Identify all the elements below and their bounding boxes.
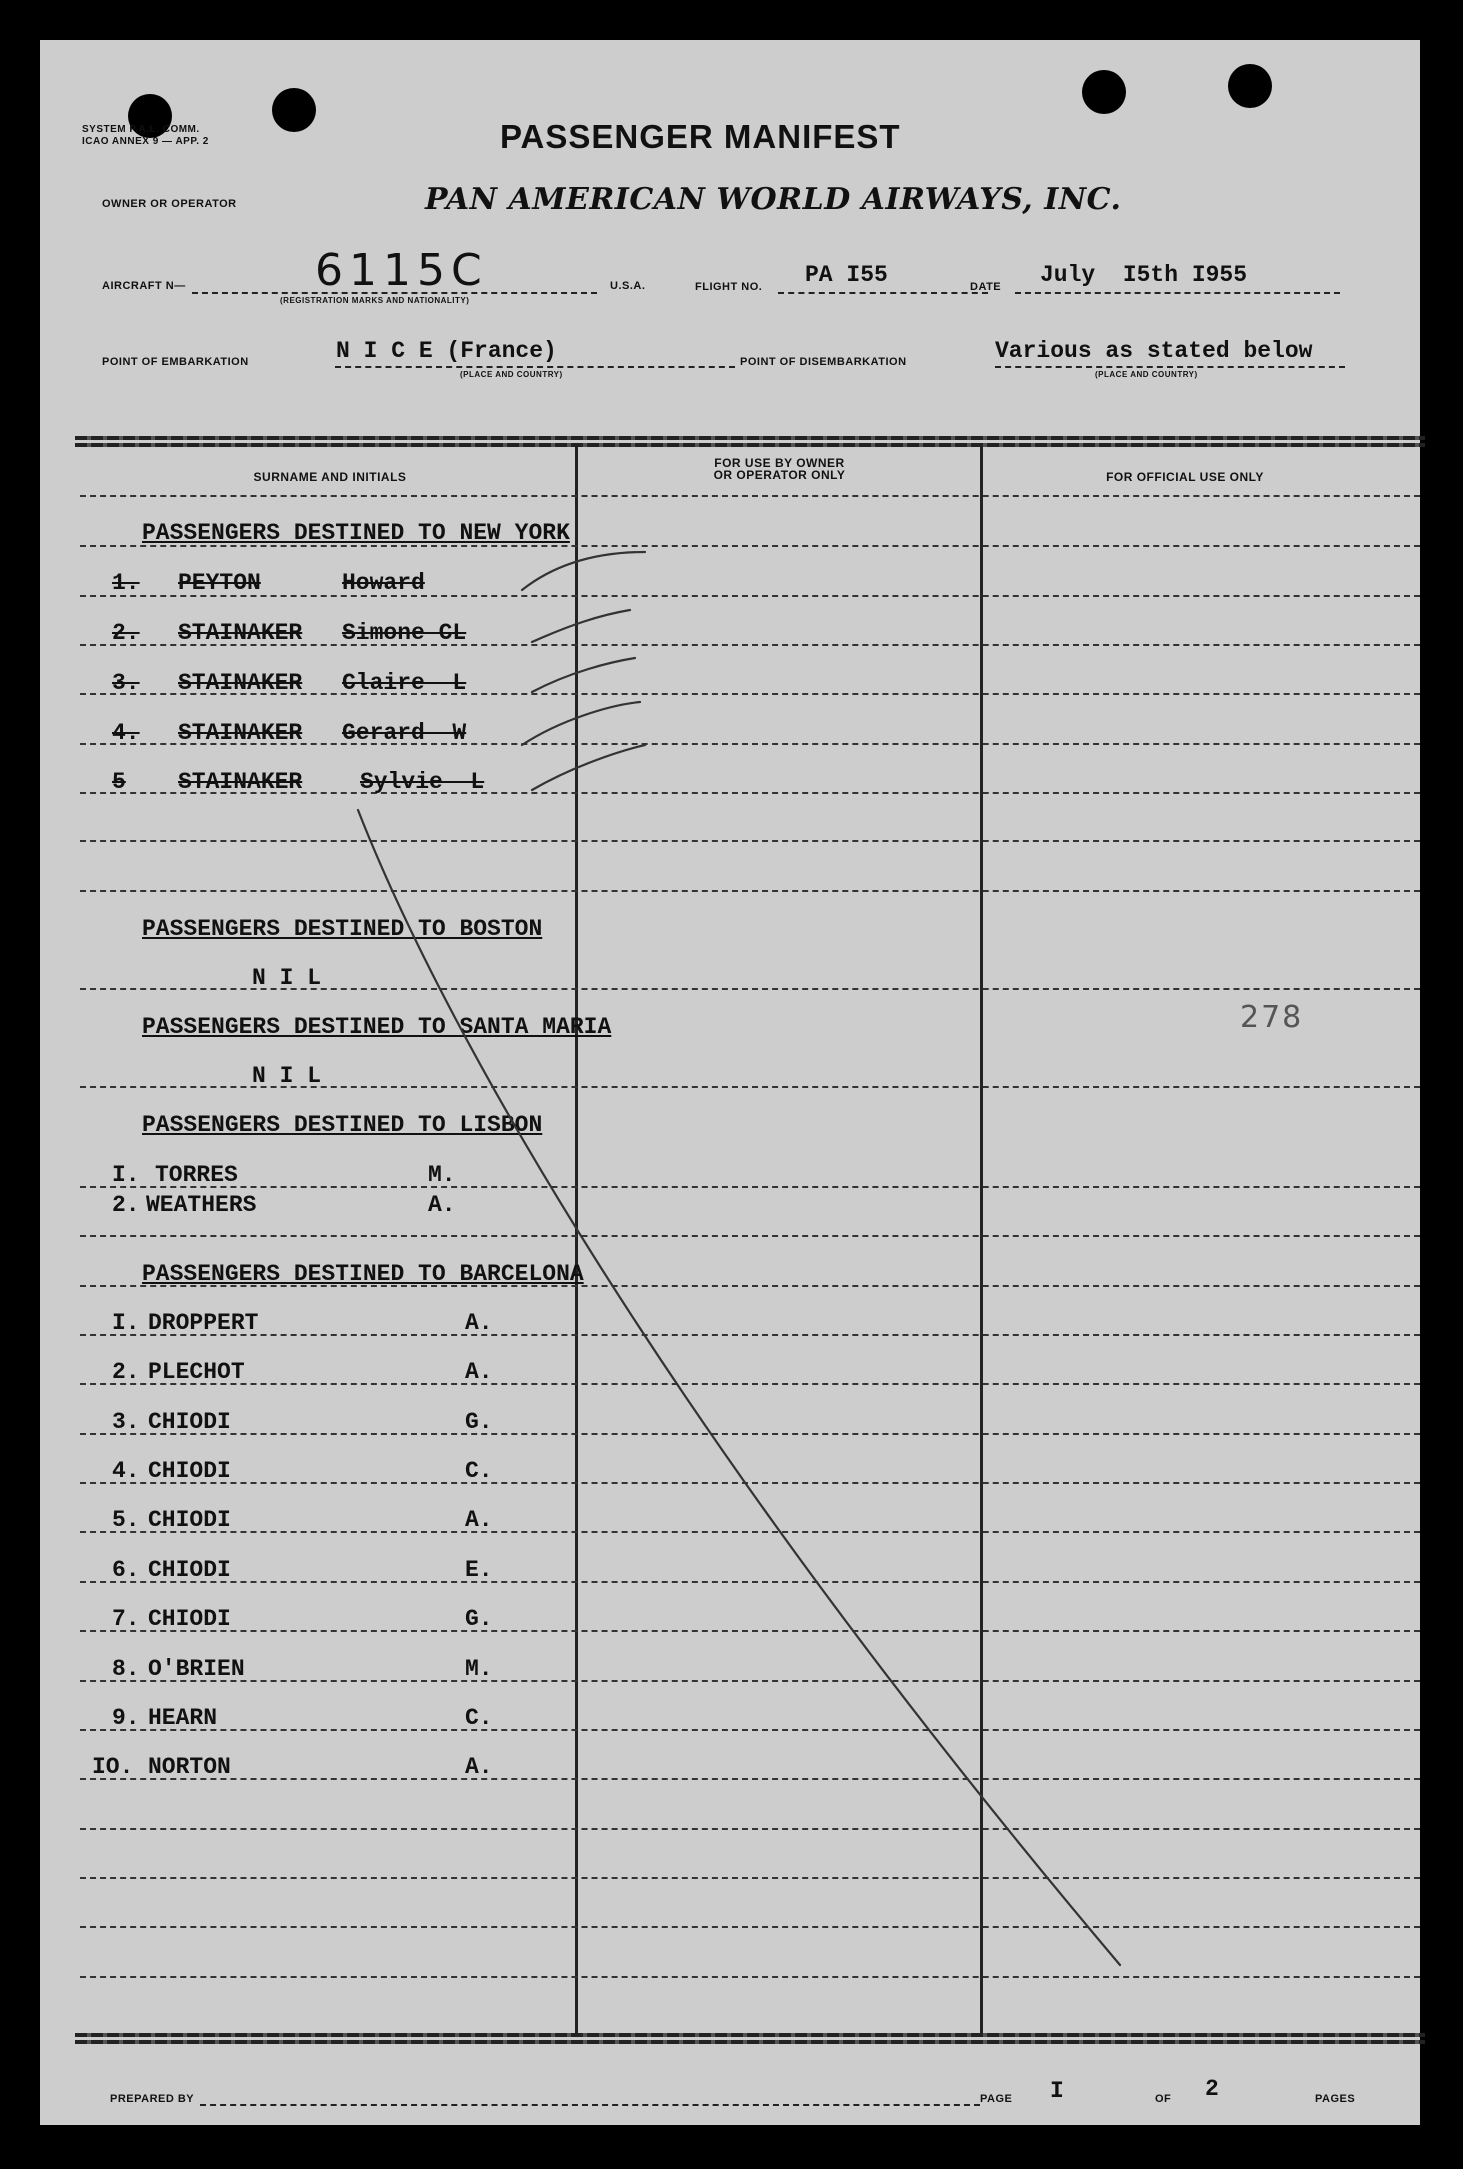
passenger-number: 2. [112, 1359, 140, 1385]
col-owner-header-2: OR OPERATOR ONLY [713, 468, 846, 482]
passenger-initials: Sylvie L [360, 769, 485, 795]
system-ref-1: SYSTEM P.A.L. COMM. [82, 124, 200, 135]
date-value: July I5th I955 [1040, 262, 1248, 288]
passenger-surname: CHIODI [148, 1507, 231, 1533]
prepared-underline [200, 2104, 980, 2106]
pen-stroke [532, 610, 630, 642]
passenger-number: 9. [112, 1705, 140, 1731]
col-owner-header-1: FOR USE BY OWNER [714, 456, 845, 470]
passenger-surname: PEYTON [178, 570, 261, 596]
passenger-initials: Howard [342, 570, 425, 596]
page-label: PAGE [980, 2093, 1013, 2105]
passenger-initials: M. [428, 1162, 456, 1188]
passenger-surname: TORRES [155, 1162, 238, 1188]
nil-text: N I L [252, 1063, 322, 1089]
passenger-number: 4. [112, 1458, 140, 1484]
passenger-surname: STAINAKER [178, 720, 303, 746]
flight-label: FLIGHT NO. [695, 281, 763, 293]
passenger-surname: CHIODI [148, 1606, 231, 1632]
flight-value: PA I55 [805, 262, 888, 288]
passenger-surname: STAINAKER [178, 769, 303, 795]
manifest-sheet [40, 40, 1420, 2125]
section-header-boston: PASSENGERS DESTINED TO BOSTON [142, 916, 543, 942]
passenger-surname: STAINAKER [178, 670, 303, 696]
date-label: DATE [970, 281, 1002, 293]
aircraft-sub: (REGISTRATION MARKS AND NATIONALITY) [280, 296, 470, 305]
passenger-surname: NORTON [148, 1754, 231, 1780]
pen-stroke [522, 702, 640, 745]
official-note: 278 [1240, 1000, 1304, 1035]
passenger-number: 1. [112, 570, 140, 596]
pen-stroke [358, 810, 1120, 1965]
section-header-santa-maria: PASSENGERS DESTINED TO SANTA MARIA [142, 1014, 612, 1040]
passenger-surname: O'BRIEN [148, 1656, 245, 1682]
pen-stroke [532, 658, 635, 692]
passenger-surname: HEARN [148, 1705, 218, 1731]
col-surname-header: SURNAME AND INITIALS [253, 470, 407, 484]
embark-sub: (PLACE AND COUNTRY) [460, 370, 563, 379]
passenger-initials: M. [465, 1656, 493, 1682]
passenger-initials: Simone CL [342, 620, 467, 646]
passenger-number: 6. [112, 1557, 140, 1583]
passenger-surname: PLECHOT [148, 1359, 245, 1385]
section-header-lisbon: PASSENGERS DESTINED TO LISBON [142, 1112, 543, 1138]
passenger-initials: G. [465, 1409, 493, 1435]
embark-value: N I C E (France) [336, 338, 557, 364]
of-value: 2 [1205, 2076, 1219, 2102]
passenger-initials: Claire L [342, 670, 467, 696]
passenger-number: 2. [112, 620, 140, 646]
section-header-new-york: PASSENGERS DESTINED TO NEW YORK [142, 520, 570, 546]
passenger-surname: STAINAKER [178, 620, 303, 646]
passenger-number: 5 [112, 769, 126, 795]
passenger-number: 7. [112, 1606, 140, 1632]
aircraft-value: 6115C [315, 245, 488, 296]
passenger-initials: Gerard W [342, 720, 467, 746]
passenger-initials: A. [465, 1310, 493, 1336]
prepared-label: PREPARED BY [110, 2093, 195, 2105]
pen-stroke [532, 745, 645, 790]
of-label: OF [1155, 2093, 1172, 2105]
passenger-number: IO. [92, 1754, 134, 1780]
col-official-header: FOR OFFICIAL USE ONLY [1106, 470, 1264, 484]
passenger-initials: G. [465, 1606, 493, 1632]
passenger-surname: CHIODI [148, 1409, 231, 1435]
passenger-surname: CHIODI [148, 1557, 231, 1583]
passenger-number: 8. [112, 1656, 140, 1682]
pen-stroke [522, 552, 645, 590]
passenger-initials: C. [465, 1458, 493, 1484]
system-ref-2: ICAO ANNEX 9 — APP. 2 [82, 136, 209, 147]
passenger-surname: WEATHERS [146, 1192, 257, 1218]
disembark-sub: (PLACE AND COUNTRY) [1095, 370, 1198, 379]
passenger-number: 3. [112, 670, 140, 696]
pen-marks [40, 40, 1420, 2125]
passenger-surname: CHIODI [148, 1458, 231, 1484]
passenger-number: I. [112, 1162, 140, 1188]
usa-label: U.S.A. [610, 280, 646, 292]
section-header-barcelona: PASSENGERS DESTINED TO BARCELONA [142, 1261, 584, 1287]
passenger-initials: A. [465, 1359, 493, 1385]
passenger-initials: E. [465, 1557, 493, 1583]
passenger-initials: C. [465, 1705, 493, 1731]
passenger-surname: DROPPERT [148, 1310, 259, 1336]
passenger-initials: A. [465, 1507, 493, 1533]
page-value: I [1050, 2078, 1064, 2104]
disembark-label: POINT OF DISEMBARKATION [740, 356, 907, 368]
airline-name: PAN AMERICAN WORLD AIRWAYS, INC. [425, 182, 1122, 217]
embark-label: POINT OF EMBARKATION [102, 356, 249, 368]
disembark-value: Various as stated below [995, 338, 1313, 364]
passenger-number: 5. [112, 1507, 140, 1533]
owner-label: OWNER OR OPERATOR [102, 198, 237, 210]
passenger-initials: A. [465, 1754, 493, 1780]
passenger-initials: A. [428, 1192, 456, 1218]
passenger-number: 2. [112, 1192, 140, 1218]
passenger-number: 3. [112, 1409, 140, 1435]
pages-label: PAGES [1315, 2093, 1356, 2105]
passenger-number: I. [112, 1310, 140, 1336]
nil-text: N I L [252, 965, 322, 991]
form-title: PASSENGER MANIFEST [500, 118, 901, 155]
aircraft-label: AIRCRAFT N— [102, 280, 186, 292]
passenger-number: 4. [112, 720, 140, 746]
